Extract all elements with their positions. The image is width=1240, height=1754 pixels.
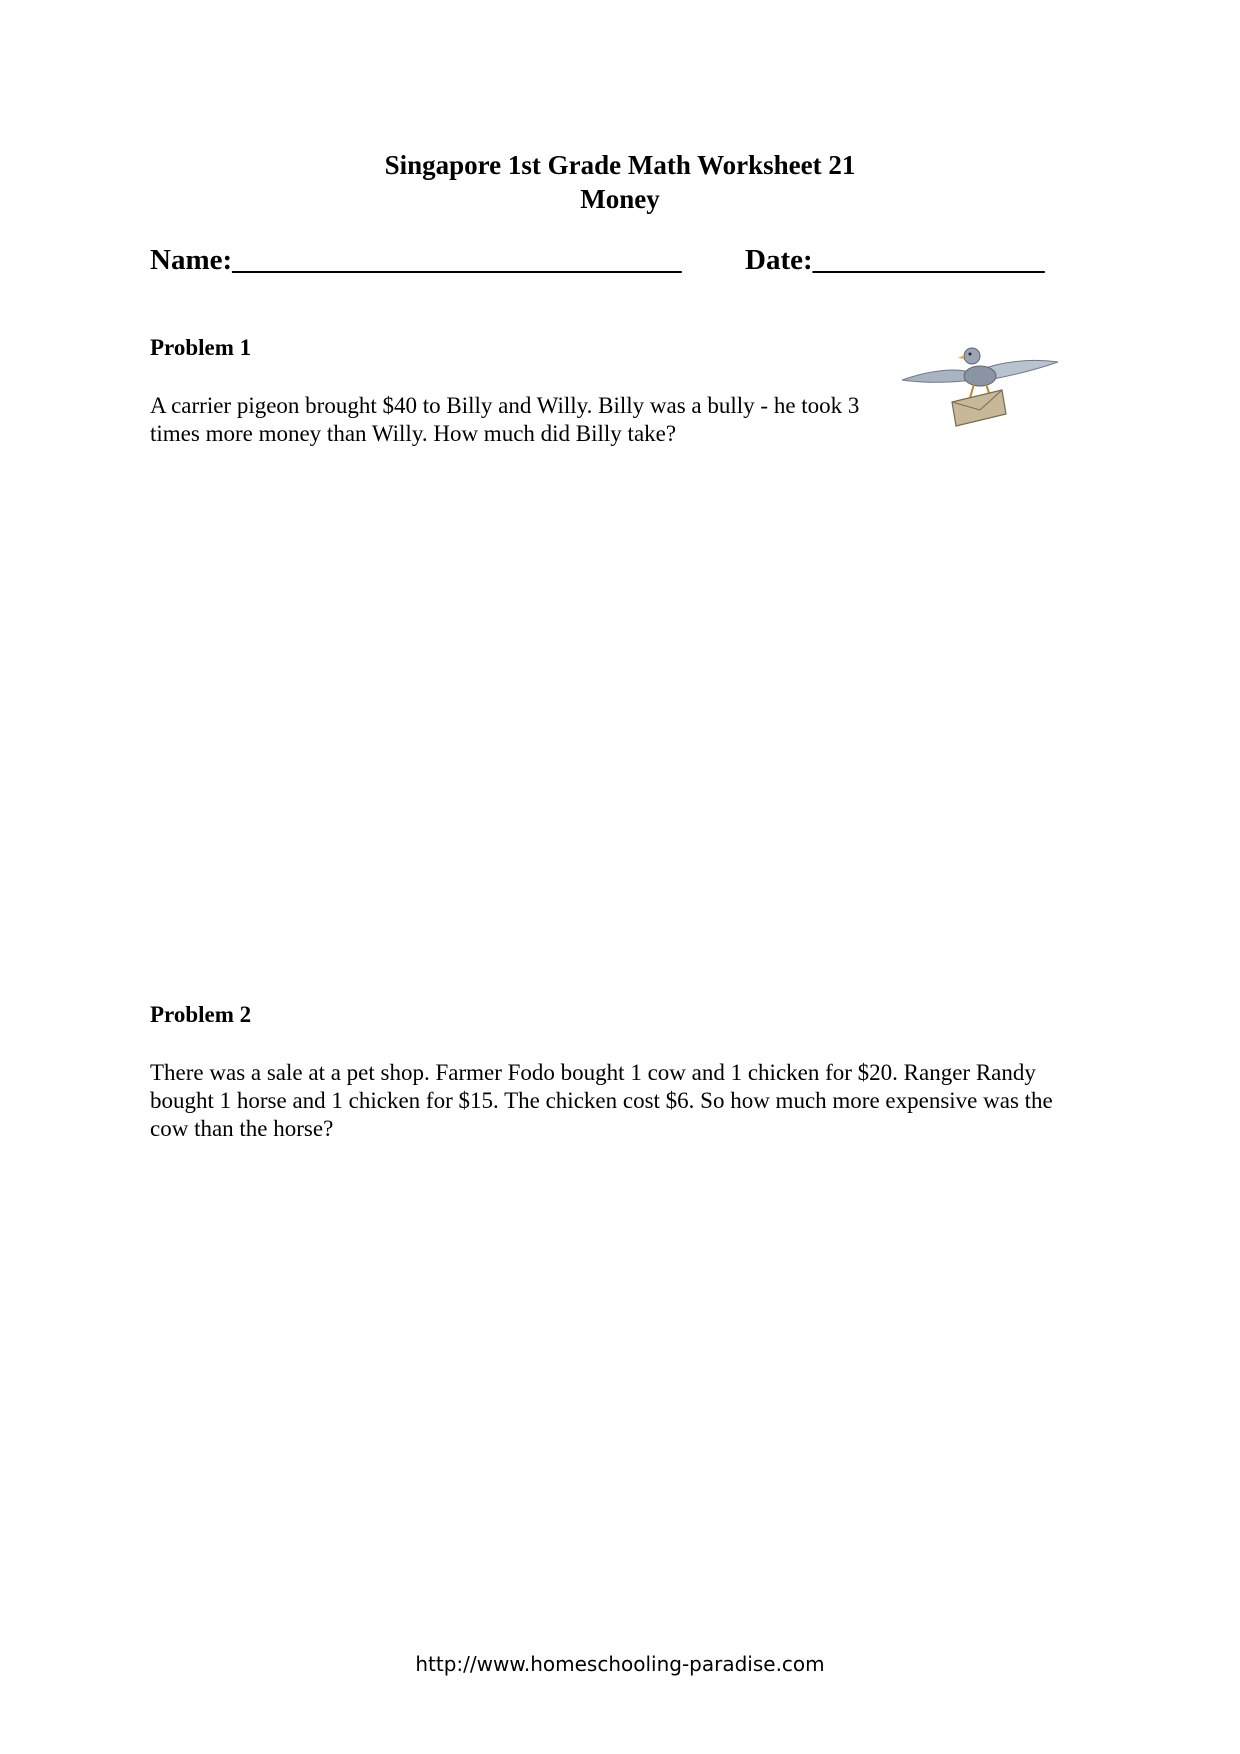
worksheet-title: Singapore 1st Grade Math Worksheet 21: [384, 150, 856, 180]
footer-url: http://www.homeschooling-paradise.com: [415, 1652, 825, 1676]
problem-2-text: There was a sale at a pet shop. Farmer Fodo bought 1 cow and 1 chicken for $20. Ranger Randy bought 1 horse and 1 chicken for $15. The chicken cost $6. So how much more expensive was the cow than the horse?: [150, 1060, 1053, 1141]
date-field: Date:________________: [745, 244, 1045, 276]
name-field: Name:_______________________________: [150, 244, 682, 276]
carrier-pigeon-icon: [900, 340, 1060, 435]
worksheet-subtitle: Money: [580, 184, 660, 214]
problem-2-heading: Problem 2: [150, 1002, 252, 1027]
worksheet-header: [0, 148, 1240, 216]
problem-1-text: A carrier pigeon brought $40 to Billy and Willy. Billy was a bully - he took 3 times more money than Willy. How much did Billy take?: [150, 393, 860, 446]
problem-1-heading: Problem 1: [150, 335, 252, 360]
